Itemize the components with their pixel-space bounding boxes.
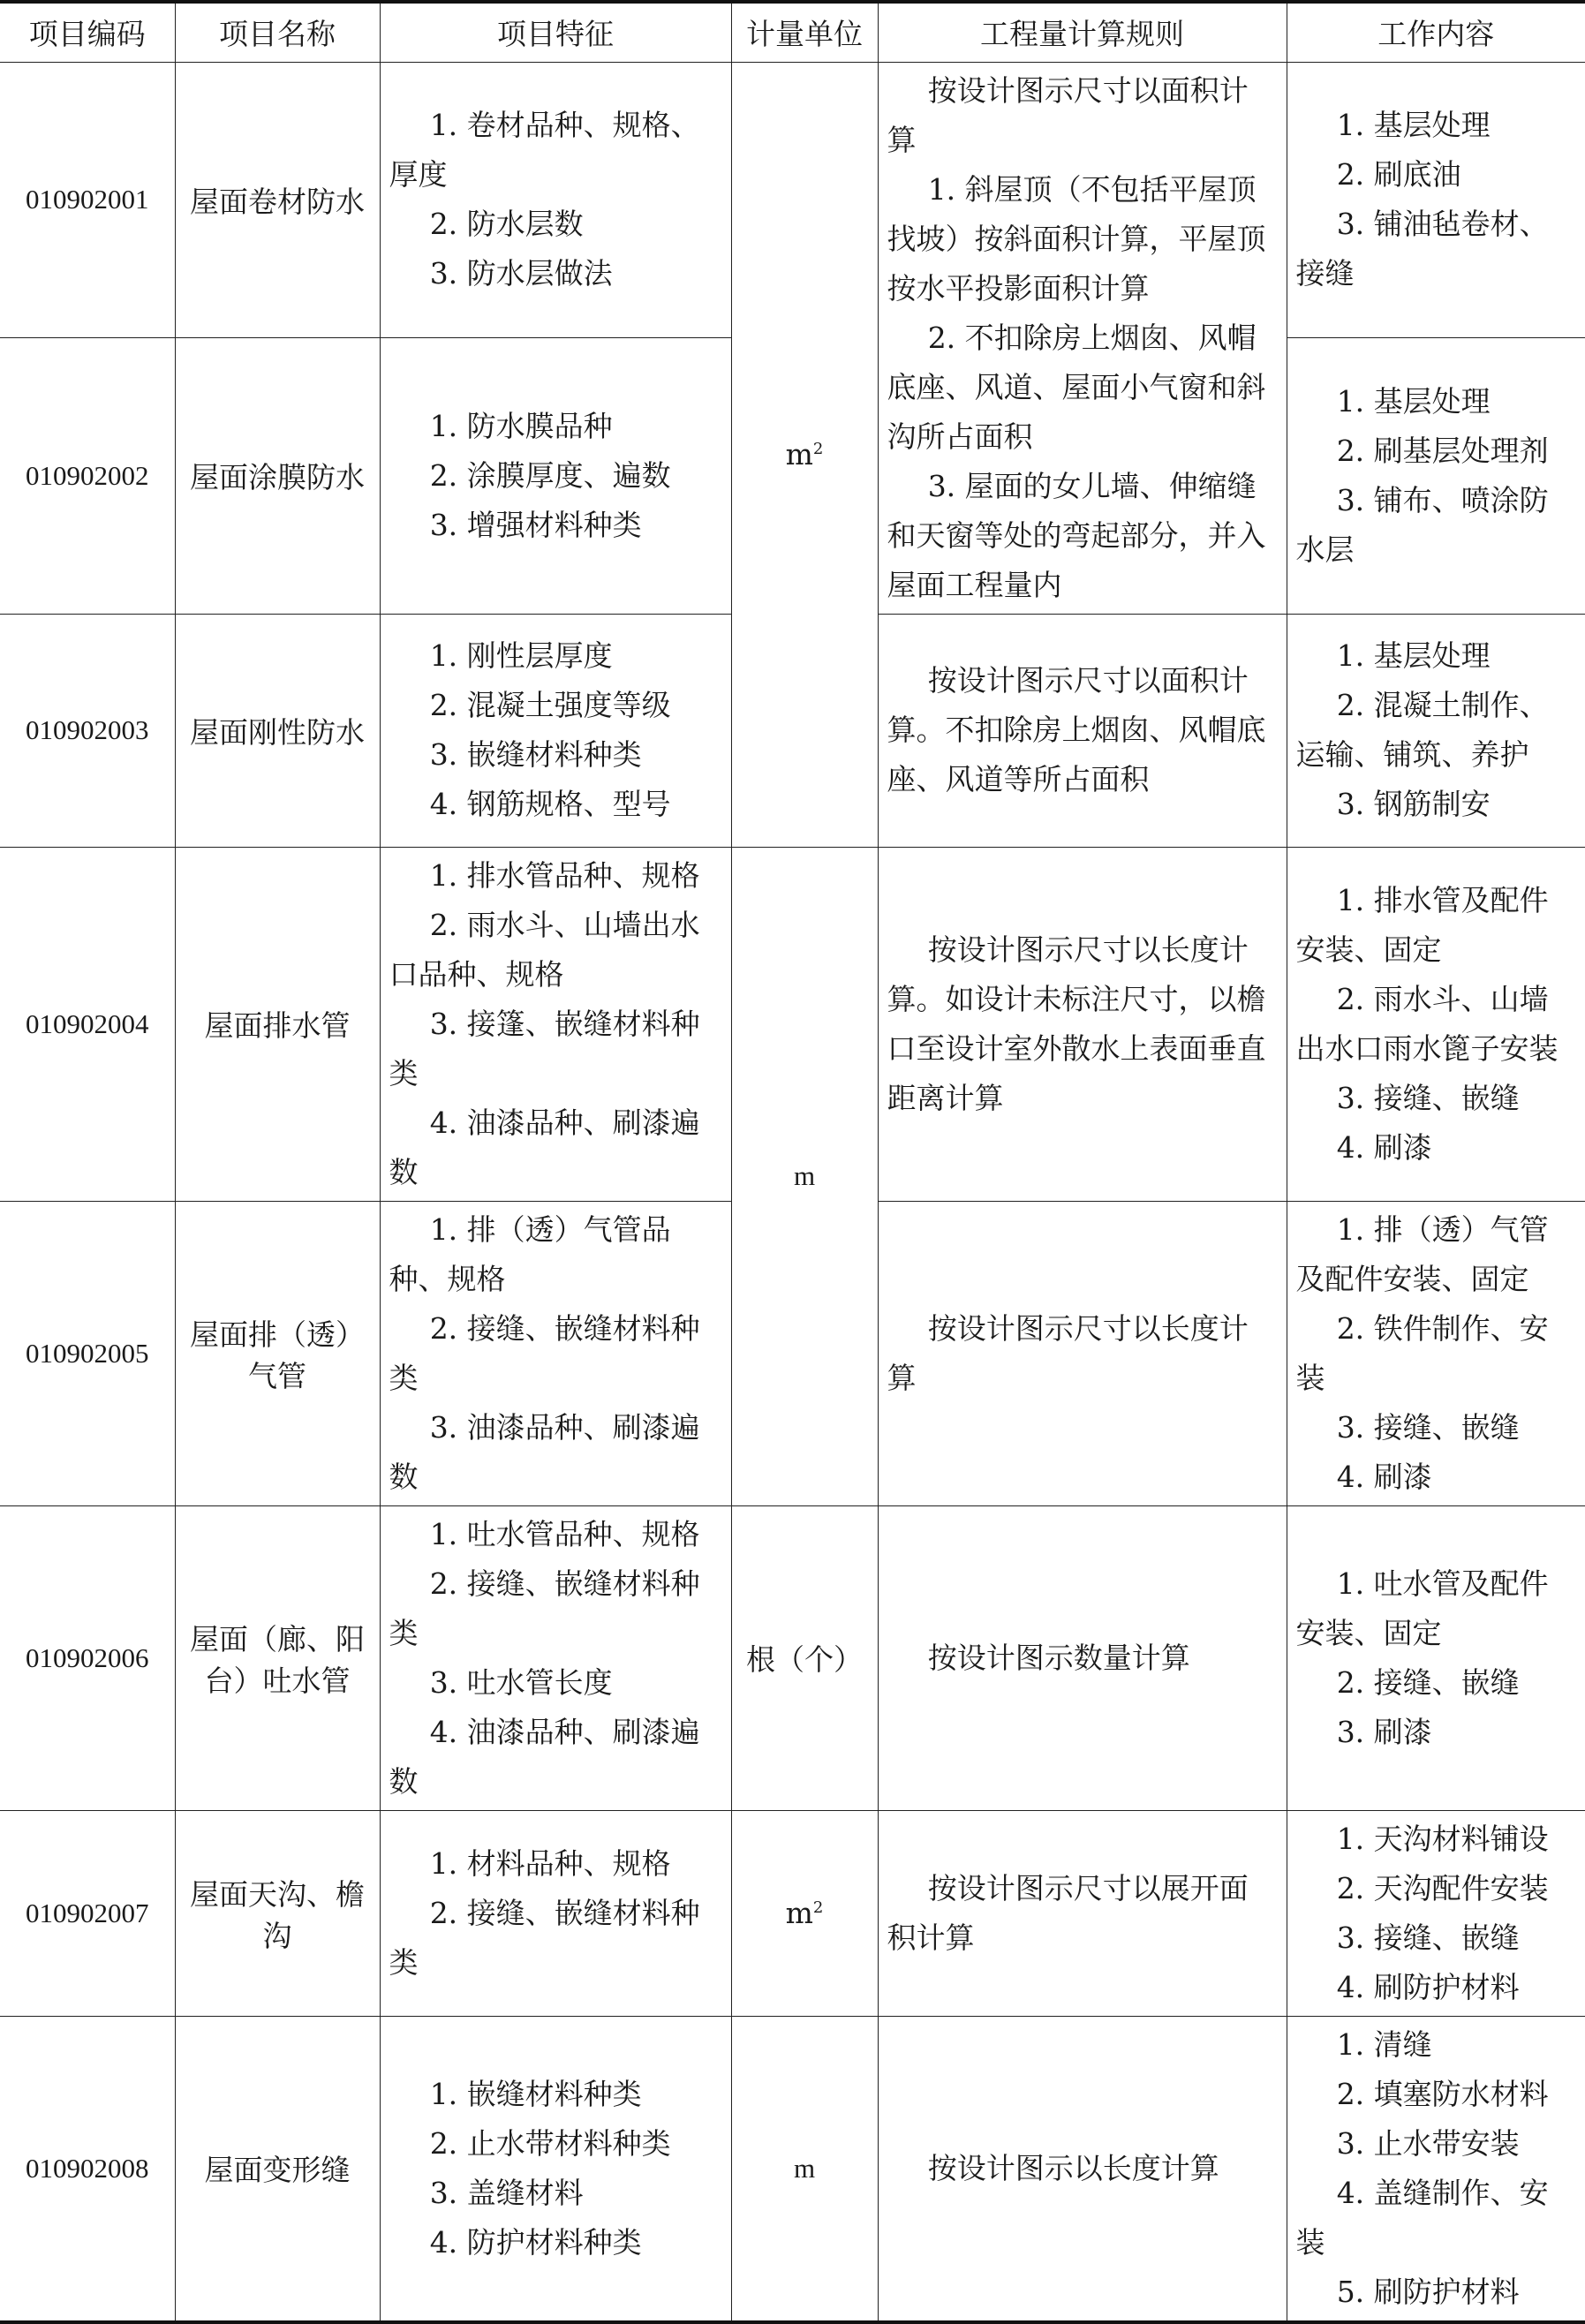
header-features: 项目特征 — [380, 2, 731, 62]
feature-line: 2. 接缝、嵌缝材料种类 — [389, 1310, 700, 1395]
work-line: 4. 刷漆 — [1336, 1459, 1432, 1494]
feature-line: 3. 吐水管长度 — [429, 1664, 613, 1700]
feature-line: 2. 涂膜厚度、遍数 — [429, 457, 671, 493]
item-name: 屋面卷材防水 — [175, 62, 380, 338]
table-row — [0, 1505, 1585, 1810]
table-row — [0, 847, 1585, 1201]
item-features — [380, 2016, 731, 2322]
feature-line: 2. 止水带材料种类 — [429, 2125, 671, 2161]
item-code: 010902001 — [0, 62, 175, 338]
item-unit — [731, 1810, 878, 2016]
rule-line: 按设计图示尺寸以长度计算。如设计未标注尺寸，以檐口至设计室外散水上表面垂直距离计算 — [887, 932, 1266, 1115]
item-work — [1287, 1201, 1585, 1505]
feature-line: 3. 接篷、嵌缝材料种类 — [389, 1006, 700, 1090]
work-line: 1. 排水管及配件安装、固定 — [1295, 882, 1549, 967]
rule-line: 按设计图示尺寸以长度计算 — [887, 1310, 1249, 1395]
table-row — [0, 1810, 1585, 2016]
header-unit: 计量单位 — [731, 2, 878, 62]
feature-line: 3. 嵌缝材料种类 — [429, 737, 642, 772]
item-features — [380, 338, 731, 615]
feature-line: 4. 油漆品种、刷漆遍数 — [389, 1105, 700, 1189]
item-features — [380, 847, 731, 1201]
feature-line: 1. 材料品种、规格 — [429, 1845, 671, 1881]
item-work — [1287, 2016, 1585, 2322]
item-work — [1287, 1810, 1585, 2016]
item-unit — [731, 62, 878, 847]
unit-base: m — [785, 1896, 813, 1930]
work-line: 4. 盖缝制作、安装 — [1295, 2175, 1549, 2260]
item-name: 屋面涂膜防水 — [175, 338, 380, 615]
feature-line: 4. 油漆品种、刷漆遍数 — [389, 1714, 700, 1799]
item-features — [380, 1505, 731, 1810]
rule-line: 按设计图示数量计算 — [927, 1640, 1190, 1675]
feature-line: 2. 接缝、嵌缝材料种类 — [389, 1895, 700, 1980]
item-rule — [878, 1810, 1287, 2016]
rule-line: 3. 屋面的女儿墙、伸缩缝和天窗等处的弯起部分，并入屋面工程量内 — [887, 468, 1266, 602]
feature-line: 1. 卷材品种、规格、厚度 — [389, 108, 700, 192]
feature-line: 1. 刚性层厚度 — [429, 638, 613, 673]
work-line: 1. 排（透）气管及配件安装、固定 — [1295, 1211, 1549, 1296]
work-line: 1. 基层处理 — [1336, 383, 1491, 419]
item-name: 屋面刚性防水 — [175, 614, 380, 847]
item-code: 010902002 — [0, 338, 175, 615]
work-line: 3. 接缝、嵌缝 — [1336, 1920, 1520, 1955]
work-line: 2. 天沟配件安装 — [1336, 1870, 1549, 1905]
item-name: 屋面变形缝 — [175, 2016, 380, 2322]
rule-line: 按设计图示尺寸以面积计算 — [887, 72, 1249, 157]
feature-line: 2. 雨水斗、山墙出水口品种、规格 — [389, 907, 700, 992]
item-code: 010902008 — [0, 2016, 175, 2322]
table-row — [0, 62, 1585, 338]
item-rule — [878, 1201, 1287, 1505]
work-line: 4. 刷漆 — [1336, 1129, 1432, 1165]
unit-superscript: 2 — [812, 440, 824, 458]
item-name: 屋面排水管 — [175, 847, 380, 1201]
item-code: 010902005 — [0, 1201, 175, 1505]
work-line: 3. 钢筋制安 — [1336, 787, 1491, 821]
feature-line: 1. 排（透）气管品种、规格 — [389, 1211, 671, 1296]
item-unit: 根（个） — [731, 1505, 878, 1810]
header-rule: 工程量计算规则 — [878, 2, 1287, 62]
item-features — [380, 1810, 731, 2016]
header-row — [0, 2, 1585, 62]
item-features — [380, 62, 731, 338]
work-line: 4. 刷防护材料 — [1336, 1969, 1520, 2004]
work-line: 3. 接缝、嵌缝 — [1336, 1409, 1520, 1445]
work-line: 1. 基层处理 — [1336, 638, 1491, 673]
item-work — [1287, 62, 1585, 338]
table-row — [0, 2016, 1585, 2322]
item-work — [1287, 614, 1585, 847]
feature-line: 3. 防水层做法 — [429, 256, 613, 291]
work-line: 2. 刷基层处理剂 — [1336, 433, 1549, 468]
feature-line: 3. 油漆品种、刷漆遍数 — [389, 1409, 700, 1494]
feature-line: 2. 接缝、嵌缝材料种类 — [389, 1566, 700, 1650]
feature-line: 1. 嵌缝材料种类 — [429, 2076, 642, 2111]
work-line: 3. 铺油毡卷材、接缝 — [1295, 207, 1549, 291]
feature-line: 1. 排水管品种、规格 — [429, 857, 700, 893]
item-name: 屋面排（透）气管 — [175, 1201, 380, 1505]
feature-line: 2. 混凝土强度等级 — [429, 688, 671, 722]
item-rule — [878, 2016, 1287, 2322]
work-line: 3. 接缝、嵌缝 — [1336, 1080, 1520, 1115]
work-line: 2. 填塞防水材料 — [1336, 2076, 1549, 2111]
item-code: 010902003 — [0, 614, 175, 847]
item-features — [380, 614, 731, 847]
header-name: 项目名称 — [175, 2, 380, 62]
item-unit: m — [731, 2016, 878, 2322]
item-work — [1287, 338, 1585, 615]
header-work: 工作内容 — [1287, 2, 1585, 62]
unit-base: m — [785, 437, 813, 472]
rule-line: 按设计图示尺寸以面积计算。不扣除房上烟囱、风帽底座、风道等所占面积 — [887, 663, 1266, 796]
item-work — [1287, 847, 1585, 1201]
feature-line: 1. 吐水管品种、规格 — [429, 1516, 700, 1551]
rule-line: 2. 不扣除房上烟囱、风帽底座、风道、屋面小气窗和斜沟所占面积 — [887, 320, 1266, 454]
item-work — [1287, 1505, 1585, 1810]
feature-line: 3. 盖缝材料 — [429, 2175, 584, 2210]
item-name: 屋面（廊、阳台）吐水管 — [175, 1505, 380, 1810]
work-line: 3. 刷漆 — [1336, 1714, 1432, 1749]
item-name: 屋面天沟、檐沟 — [175, 1810, 380, 2016]
rule-line: 1. 斜屋顶（不包括平屋顶找坡）按斜面积计算，平屋顶按水平投影面积计算 — [887, 171, 1266, 306]
item-rule — [878, 1505, 1287, 1810]
work-line: 5. 刷防护材料 — [1336, 2274, 1520, 2309]
unit-superscript: 2 — [812, 1898, 824, 1917]
item-rule — [878, 847, 1287, 1201]
rule-line: 按设计图示尺寸以展开面积计算 — [887, 1870, 1249, 1955]
feature-line: 3. 增强材料种类 — [429, 507, 642, 542]
item-features — [380, 1201, 731, 1505]
work-line: 2. 接缝、嵌缝 — [1336, 1664, 1520, 1700]
feature-line: 2. 防水层数 — [429, 207, 584, 242]
item-code: 010902004 — [0, 847, 175, 1201]
work-line: 3. 止水带安装 — [1336, 2125, 1520, 2161]
work-line: 3. 铺布、喷涂防水层 — [1295, 482, 1549, 567]
feature-line: 4. 防护材料种类 — [429, 2224, 642, 2260]
item-unit: m — [731, 847, 878, 1505]
item-rule — [878, 62, 1287, 614]
work-line: 1. 吐水管及配件安装、固定 — [1295, 1566, 1549, 1650]
work-line: 1. 天沟材料铺设 — [1336, 1821, 1549, 1856]
feature-line: 4. 钢筋规格、型号 — [429, 787, 671, 821]
item-code: 010902006 — [0, 1505, 175, 1810]
work-line: 2. 铁件制作、安装 — [1295, 1310, 1549, 1395]
item-rule — [878, 614, 1287, 847]
work-line: 2. 雨水斗、山墙出水口雨水篦子安装 — [1295, 981, 1559, 1066]
feature-line: 1. 防水膜品种 — [429, 408, 613, 443]
work-line: 2. 混凝土制作、运输、铺筑、养护 — [1295, 688, 1549, 772]
work-line: 1. 清缝 — [1336, 2026, 1432, 2062]
header-code: 项目编码 — [0, 2, 175, 62]
work-line: 1. 基层处理 — [1336, 108, 1491, 143]
work-line: 2. 刷底油 — [1336, 157, 1461, 192]
item-code: 010902007 — [0, 1810, 175, 2016]
rule-line: 按设计图示以长度计算 — [927, 2150, 1219, 2185]
